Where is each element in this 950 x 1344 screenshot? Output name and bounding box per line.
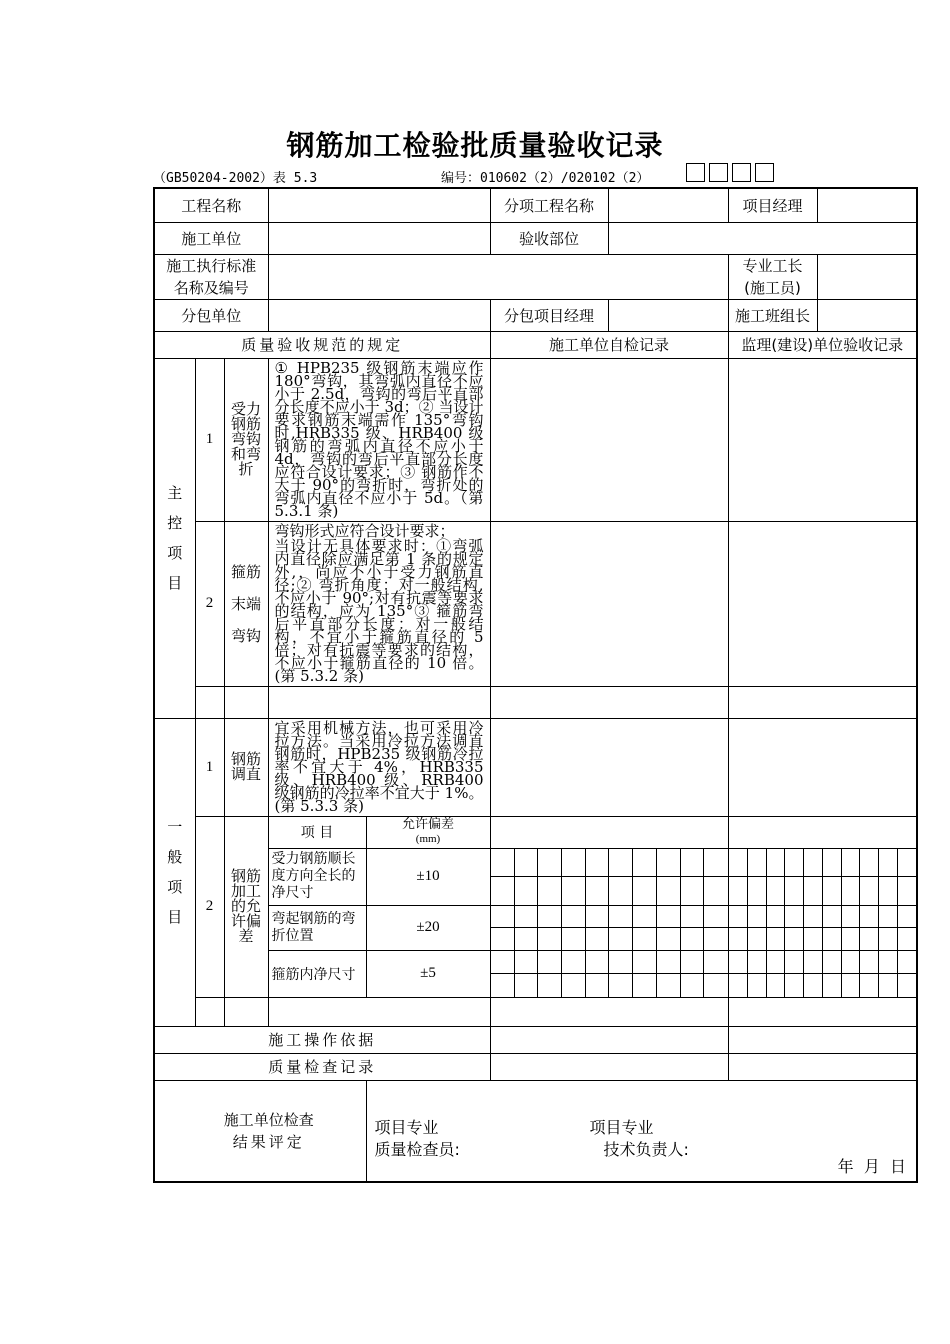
inspector-sign <box>375 1117 460 1161</box>
date-field[interactable]: 年 月 日 <box>837 1157 907 1176</box>
field-subcontractor[interactable] <box>268 299 490 331</box>
inspector-line2: 质量检查员: <box>374 1139 460 1159</box>
measure-grid-self[interactable] <box>490 905 728 950</box>
empty-cell <box>195 686 224 718</box>
number-boxes[interactable] <box>686 163 774 182</box>
main-item-self-check[interactable] <box>490 521 728 686</box>
main-item-name <box>224 521 268 686</box>
empty-cell[interactable] <box>268 997 490 1026</box>
col-header-self-check: 施工单位自检记录 <box>490 331 728 358</box>
label-project-name: 工程名称 <box>154 188 268 222</box>
main-label-char: 控 <box>167 514 183 532</box>
empty-cell[interactable] <box>490 686 728 718</box>
label-foreman <box>728 254 817 299</box>
spec-line: 弯钩形式应符合设计要求； <box>274 521 455 540</box>
general-item-name <box>224 816 268 997</box>
empty-cell[interactable] <box>728 686 917 718</box>
self-check-blank[interactable] <box>490 816 728 848</box>
empty-cell <box>224 686 268 718</box>
tech-sign <box>590 1117 689 1161</box>
number-box[interactable] <box>709 163 728 182</box>
main-label-char: 主 <box>167 484 183 502</box>
name-part: 许偏 <box>231 912 262 930</box>
label-quality-record: 质量检查记录 <box>154 1053 490 1080</box>
name-part: 弯钩 <box>231 626 262 645</box>
main-item-no: 1 <box>195 358 224 521</box>
field-operation-basis[interactable] <box>490 1026 728 1053</box>
tolerance-item-name: 弯起钢筋的弯折位置 <box>268 905 366 950</box>
field-sub-project[interactable] <box>608 188 728 222</box>
result-signature-area[interactable] <box>366 1080 917 1182</box>
tech-line2: 技术负责人: <box>603 1139 689 1159</box>
tolerance-col-header <box>366 816 490 848</box>
general-label-char: 目 <box>167 908 183 926</box>
label-team-leader: 施工班组长 <box>728 299 817 331</box>
general-label-char: 一 <box>167 818 183 836</box>
standard-name-line2: 名称及编号 <box>173 278 249 297</box>
empty-cell[interactable] <box>268 686 490 718</box>
main-item-name <box>224 358 268 521</box>
measure-grid-self[interactable] <box>490 848 728 905</box>
main-item-supervisor[interactable] <box>728 358 917 521</box>
tolerance-unit: (mm) <box>415 833 441 845</box>
label-construction-unit: 施工单位 <box>154 222 268 254</box>
foreman-line2: (施工员) <box>744 278 801 297</box>
empty-cell <box>224 997 268 1026</box>
standard-name-line1: 施工执行标准 <box>166 256 257 275</box>
name-part: 调直 <box>231 765 262 783</box>
label-subcontractor: 分包单位 <box>154 299 268 331</box>
result-label-line2: 结果评定 <box>232 1132 305 1151</box>
tolerance-label: 允许偏差 <box>402 817 455 832</box>
tolerance-item-name: 箍筋内净尺寸 <box>268 950 366 997</box>
result-label-line1: 施工单位检查 <box>223 1110 314 1129</box>
number-box[interactable] <box>732 163 751 182</box>
name-part: 钢筋 <box>231 750 262 768</box>
empty-cell[interactable] <box>490 997 728 1026</box>
general-item-spec: 宜采用机械方法，也可采用冷拉方法。当采用冷拉方法调直钢筋时，HPB235 级钢筋冷拉率不宜大于 4%，HRB335 级、HRB400 级、RRB400 级钢筋的冷拉率不宜大于 1%。(第 5.3.3 条) <box>268 718 490 816</box>
number-box[interactable] <box>686 163 705 182</box>
standard-code: （GB50204-2002）表 5.3 <box>153 171 318 186</box>
field-acceptance-part[interactable] <box>608 222 917 254</box>
name-part: 的允 <box>231 897 262 915</box>
general-item-supervisor[interactable] <box>728 718 917 816</box>
field-operation-basis-supervisor[interactable] <box>728 1026 917 1053</box>
field-foreman[interactable] <box>817 254 917 299</box>
measure-grid-supervisor[interactable] <box>728 905 917 950</box>
general-label-char: 项 <box>167 878 183 896</box>
label-result <box>154 1080 366 1182</box>
tolerance-value: ±5 <box>366 950 490 997</box>
measure-grid-self[interactable] <box>490 950 728 997</box>
field-team-leader[interactable] <box>817 299 917 331</box>
tech-line1: 项目专业 <box>589 1117 654 1137</box>
tolerance-value: ±20 <box>366 905 490 950</box>
main-item-spec <box>268 521 490 686</box>
empty-cell <box>195 997 224 1026</box>
general-label-char: 般 <box>167 848 183 866</box>
general-item-no: 2 <box>195 816 224 997</box>
field-quality-record-supervisor[interactable] <box>728 1053 917 1080</box>
label-project-manager: 项目经理 <box>728 188 817 222</box>
col-header-spec: 质量验收规范的规定 <box>154 331 490 358</box>
measure-grid-supervisor[interactable] <box>728 848 917 905</box>
name-part: 受力 <box>231 400 262 418</box>
main-item-no: 2 <box>195 521 224 686</box>
foreman-line1: 专业工长 <box>742 256 803 275</box>
page-title: 钢筋加工检验批质量验收记录 <box>286 129 664 162</box>
spec-text: 当设计无具体要求时：①弯弧内直径除应满足第 1 条的规定外,，尚应不小于受力钢筋直径;② 弯折角度：对一般结构,不应小于 90°;对有抗震等要求的结构，应为 135°③ 箍筋弯后平直部分长度：对一般结构，不宜小于箍筋直径的 5 倍；对有抗震等要求的结构，不应小于箍筋直径的 10 倍。(第 5.3.2 条) <box>274 536 484 685</box>
col-header-supervisor: 监理(建设)单位验收记录 <box>728 331 917 358</box>
name-part: 弯钩 <box>231 430 262 448</box>
name-part: 钢筋 <box>231 415 262 433</box>
label-acceptance-part: 验收部位 <box>490 222 608 254</box>
name-part: 差 <box>238 927 254 945</box>
tolerance-col-item: 项 目 <box>268 816 366 848</box>
name-part: 钢筋 <box>231 867 262 885</box>
tolerance-item-name: 受力钢筋顺长度方向全长的净尺寸 <box>268 848 366 905</box>
measure-grid-supervisor[interactable] <box>728 950 917 997</box>
general-item-self-check[interactable] <box>490 718 728 816</box>
main-item-spec: ① HPB235 级钢筋末端应作 180°弯钩，其弯弧内直径不应小于 2.5d，弯钩的弯后平直部分长度不应小于 3d；② 当设计要求钢筋末端需作 135°弯钩时,HRB335 级、HRB400 级钢筋的弯弧内直径不应小于 4d，弯钩的弯后平直部分长度应符合设计要求；③ 钢筋作不大于 90°的弯折时，弯折处的弯弧内直径不应小于 5d。（第 5.3.1 条) <box>268 358 490 521</box>
main-label-char: 目 <box>167 574 183 592</box>
inspector-line1: 项目专业 <box>374 1117 439 1137</box>
empty-cell[interactable] <box>728 997 917 1026</box>
name-part: 加工 <box>231 882 262 900</box>
tolerance-value: ±10 <box>366 848 490 905</box>
label-sub-manager: 分包项目经理 <box>490 299 608 331</box>
field-project-manager[interactable] <box>817 188 917 222</box>
inspection-form <box>153 187 918 1183</box>
general-label <box>154 718 195 1026</box>
name-part: 箍筋 <box>231 562 262 581</box>
field-project-name[interactable] <box>268 188 490 222</box>
supervisor-blank[interactable] <box>728 816 917 848</box>
field-quality-record[interactable] <box>490 1053 728 1080</box>
main-item-self-check[interactable] <box>490 358 728 521</box>
number-box[interactable] <box>755 163 774 182</box>
label-standard-name <box>154 254 268 299</box>
label-operation-basis: 施工操作依据 <box>154 1026 490 1053</box>
general-item-name <box>224 718 268 816</box>
main-label-char: 项 <box>167 544 183 562</box>
name-part: 末端 <box>231 594 262 613</box>
general-item-no: 1 <box>195 718 224 816</box>
name-part: 折 <box>238 460 254 478</box>
label-sub-project: 分项工程名称 <box>490 188 608 222</box>
main-control-label <box>154 358 195 718</box>
field-standard-name[interactable] <box>268 254 728 299</box>
field-sub-manager[interactable] <box>608 299 728 331</box>
field-construction-unit[interactable] <box>268 222 490 254</box>
form-number: 编号：010602（2）/020102（2） <box>441 171 650 186</box>
main-item-supervisor[interactable] <box>728 521 917 686</box>
name-part: 和弯 <box>231 445 262 463</box>
